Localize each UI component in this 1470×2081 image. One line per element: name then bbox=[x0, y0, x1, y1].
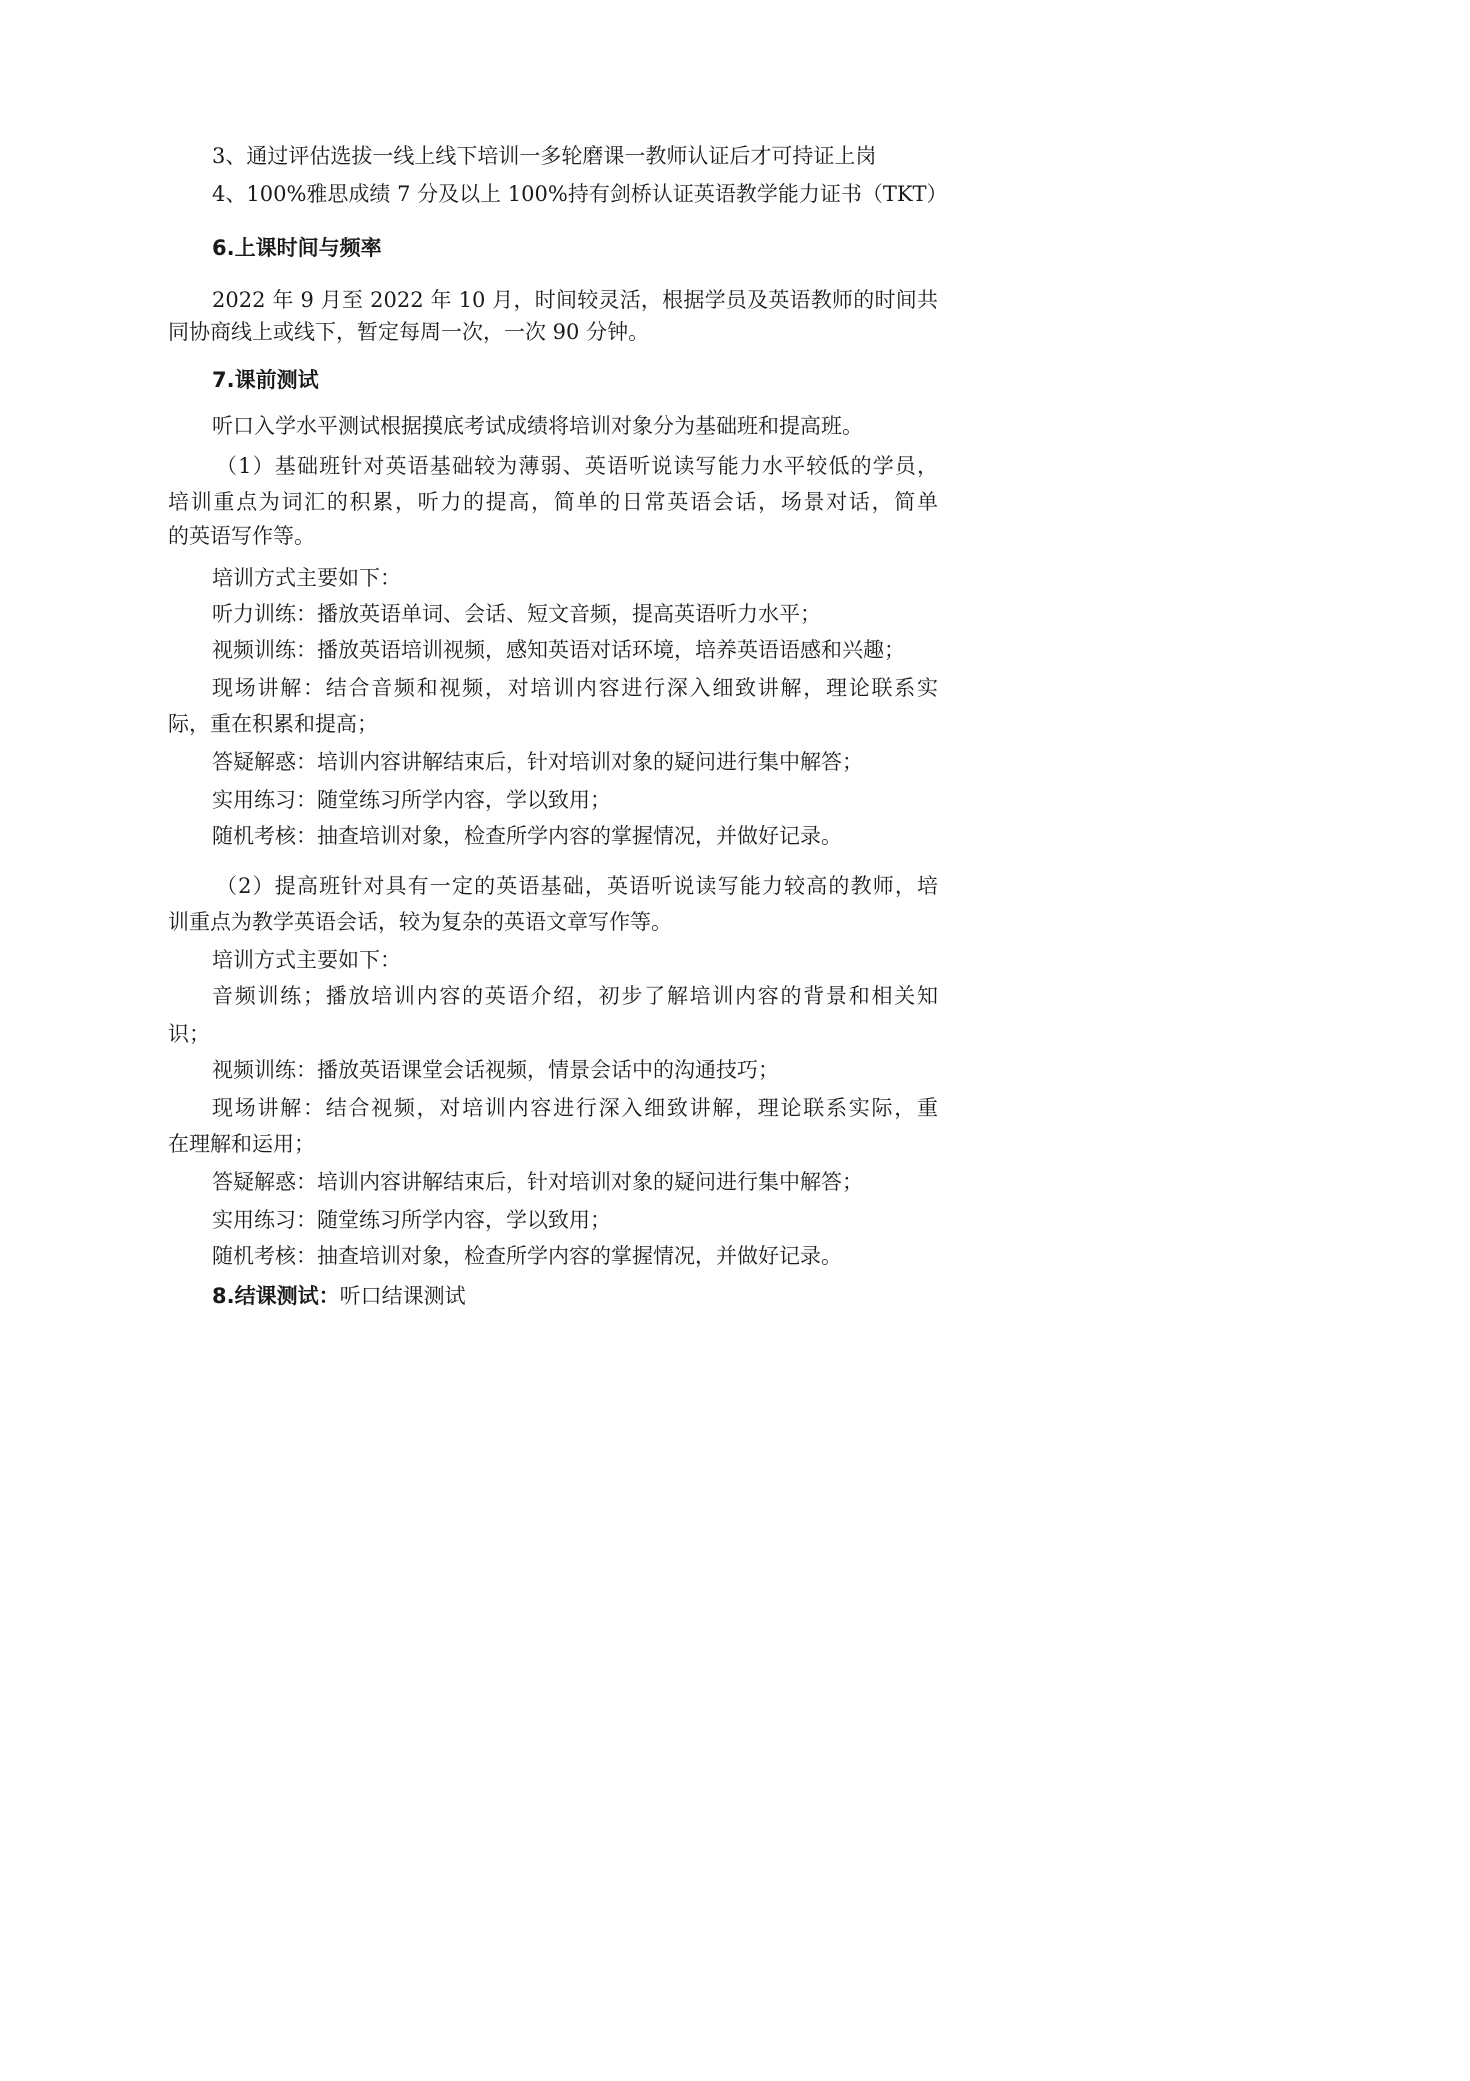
advanced-methods-title: 培训方式主要如下： bbox=[212, 948, 401, 972]
section-7-intro: 听口入学水平测试根据摸底考试成绩将培训对象分为基础班和提高班。 bbox=[212, 414, 863, 438]
list-item-4: 4、100%雅思成绩 7 分及以上 100%持有剑桥认证英语教学能力证书（TKT） bbox=[212, 182, 948, 206]
basic-method-practice: 实用练习：随堂练习所学内容，学以致用； bbox=[212, 788, 611, 812]
section-7-heading: 7.课前测试 bbox=[212, 368, 319, 392]
advanced-method-practice: 实用练习：随堂练习所学内容，学以致用； bbox=[212, 1208, 611, 1232]
basic-class-line-2: 培训重点为词汇的积累，听力的提高，简单的日常英语会话，场景对话，简单 bbox=[168, 490, 938, 514]
advanced-method-qa: 答疑解惑：培训内容讲解结束后，针对培训对象的疑问进行集中解答； bbox=[212, 1170, 863, 1194]
basic-method-qa: 答疑解惑：培训内容讲解结束后，针对培训对象的疑问进行集中解答； bbox=[212, 750, 863, 774]
advanced-method-assessment: 随机考核：抽查培训对象，检查所学内容的掌握情况，并做好记录。 bbox=[212, 1244, 842, 1268]
section-8-line bbox=[212, 1282, 466, 1310]
section-8-heading: 8.结课测试： bbox=[212, 1284, 340, 1308]
list-item-3: 3、通过评估选拔一线上线下培训一多轮磨课一教师认证后才可持证上岗 bbox=[212, 144, 877, 168]
advanced-method-audio-line-2: 识； bbox=[168, 1022, 210, 1046]
basic-method-lecture-line-2: 际，重在积累和提高； bbox=[168, 712, 378, 736]
section-6-paragraph-line-2: 同协商线上或线下，暂定每周一次，一次 90 分钟。 bbox=[168, 320, 650, 344]
advanced-method-video: 视频训练：播放英语课堂会话视频，情景会话中的沟通技巧； bbox=[212, 1058, 779, 1082]
advanced-method-audio-line-1: 音频训练；播放培训内容的英语介绍，初步了解培训内容的背景和相关知 bbox=[212, 984, 938, 1008]
basic-method-listening: 听力训练：播放英语单词、会话、短文音频，提高英语听力水平； bbox=[212, 602, 821, 626]
advanced-method-lecture-line-1: 现场讲解：结合视频，对培训内容进行深入细致讲解，理论联系实际，重 bbox=[212, 1096, 938, 1120]
basic-methods-title: 培训方式主要如下： bbox=[212, 566, 401, 590]
section-6-paragraph-line-1: 2022 年 9 月至 2022 年 10 月，时间较灵活，根据学员及英语教师的时间共 bbox=[212, 288, 938, 312]
advanced-class-line-2: 训重点为教学英语会话，较为复杂的英语文章写作等。 bbox=[168, 910, 672, 934]
advanced-method-lecture-line-2: 在理解和运用； bbox=[168, 1132, 315, 1156]
basic-class-line-3: 的英语写作等。 bbox=[168, 524, 315, 548]
basic-method-video: 视频训练：播放英语培训视频，感知英语对话环境，培养英语语感和兴趣； bbox=[212, 638, 905, 662]
section-6-heading: 6.上课时间与频率 bbox=[212, 236, 382, 260]
advanced-class-line-1: （2）提高班针对具有一定的英语基础，英语听说读写能力较高的教师，培 bbox=[216, 874, 938, 898]
section-8-text: 听口结课测试 bbox=[339, 1284, 466, 1308]
basic-method-lecture-line-1: 现场讲解：结合音频和视频，对培训内容进行深入细致讲解，理论联系实 bbox=[212, 676, 938, 700]
basic-class-line-1: （1）基础班针对英语基础较为薄弱、英语听说读写能力水平较低的学员， bbox=[216, 454, 938, 478]
basic-method-assessment: 随机考核：抽查培训对象，检查所学内容的掌握情况，并做好记录。 bbox=[212, 824, 842, 848]
